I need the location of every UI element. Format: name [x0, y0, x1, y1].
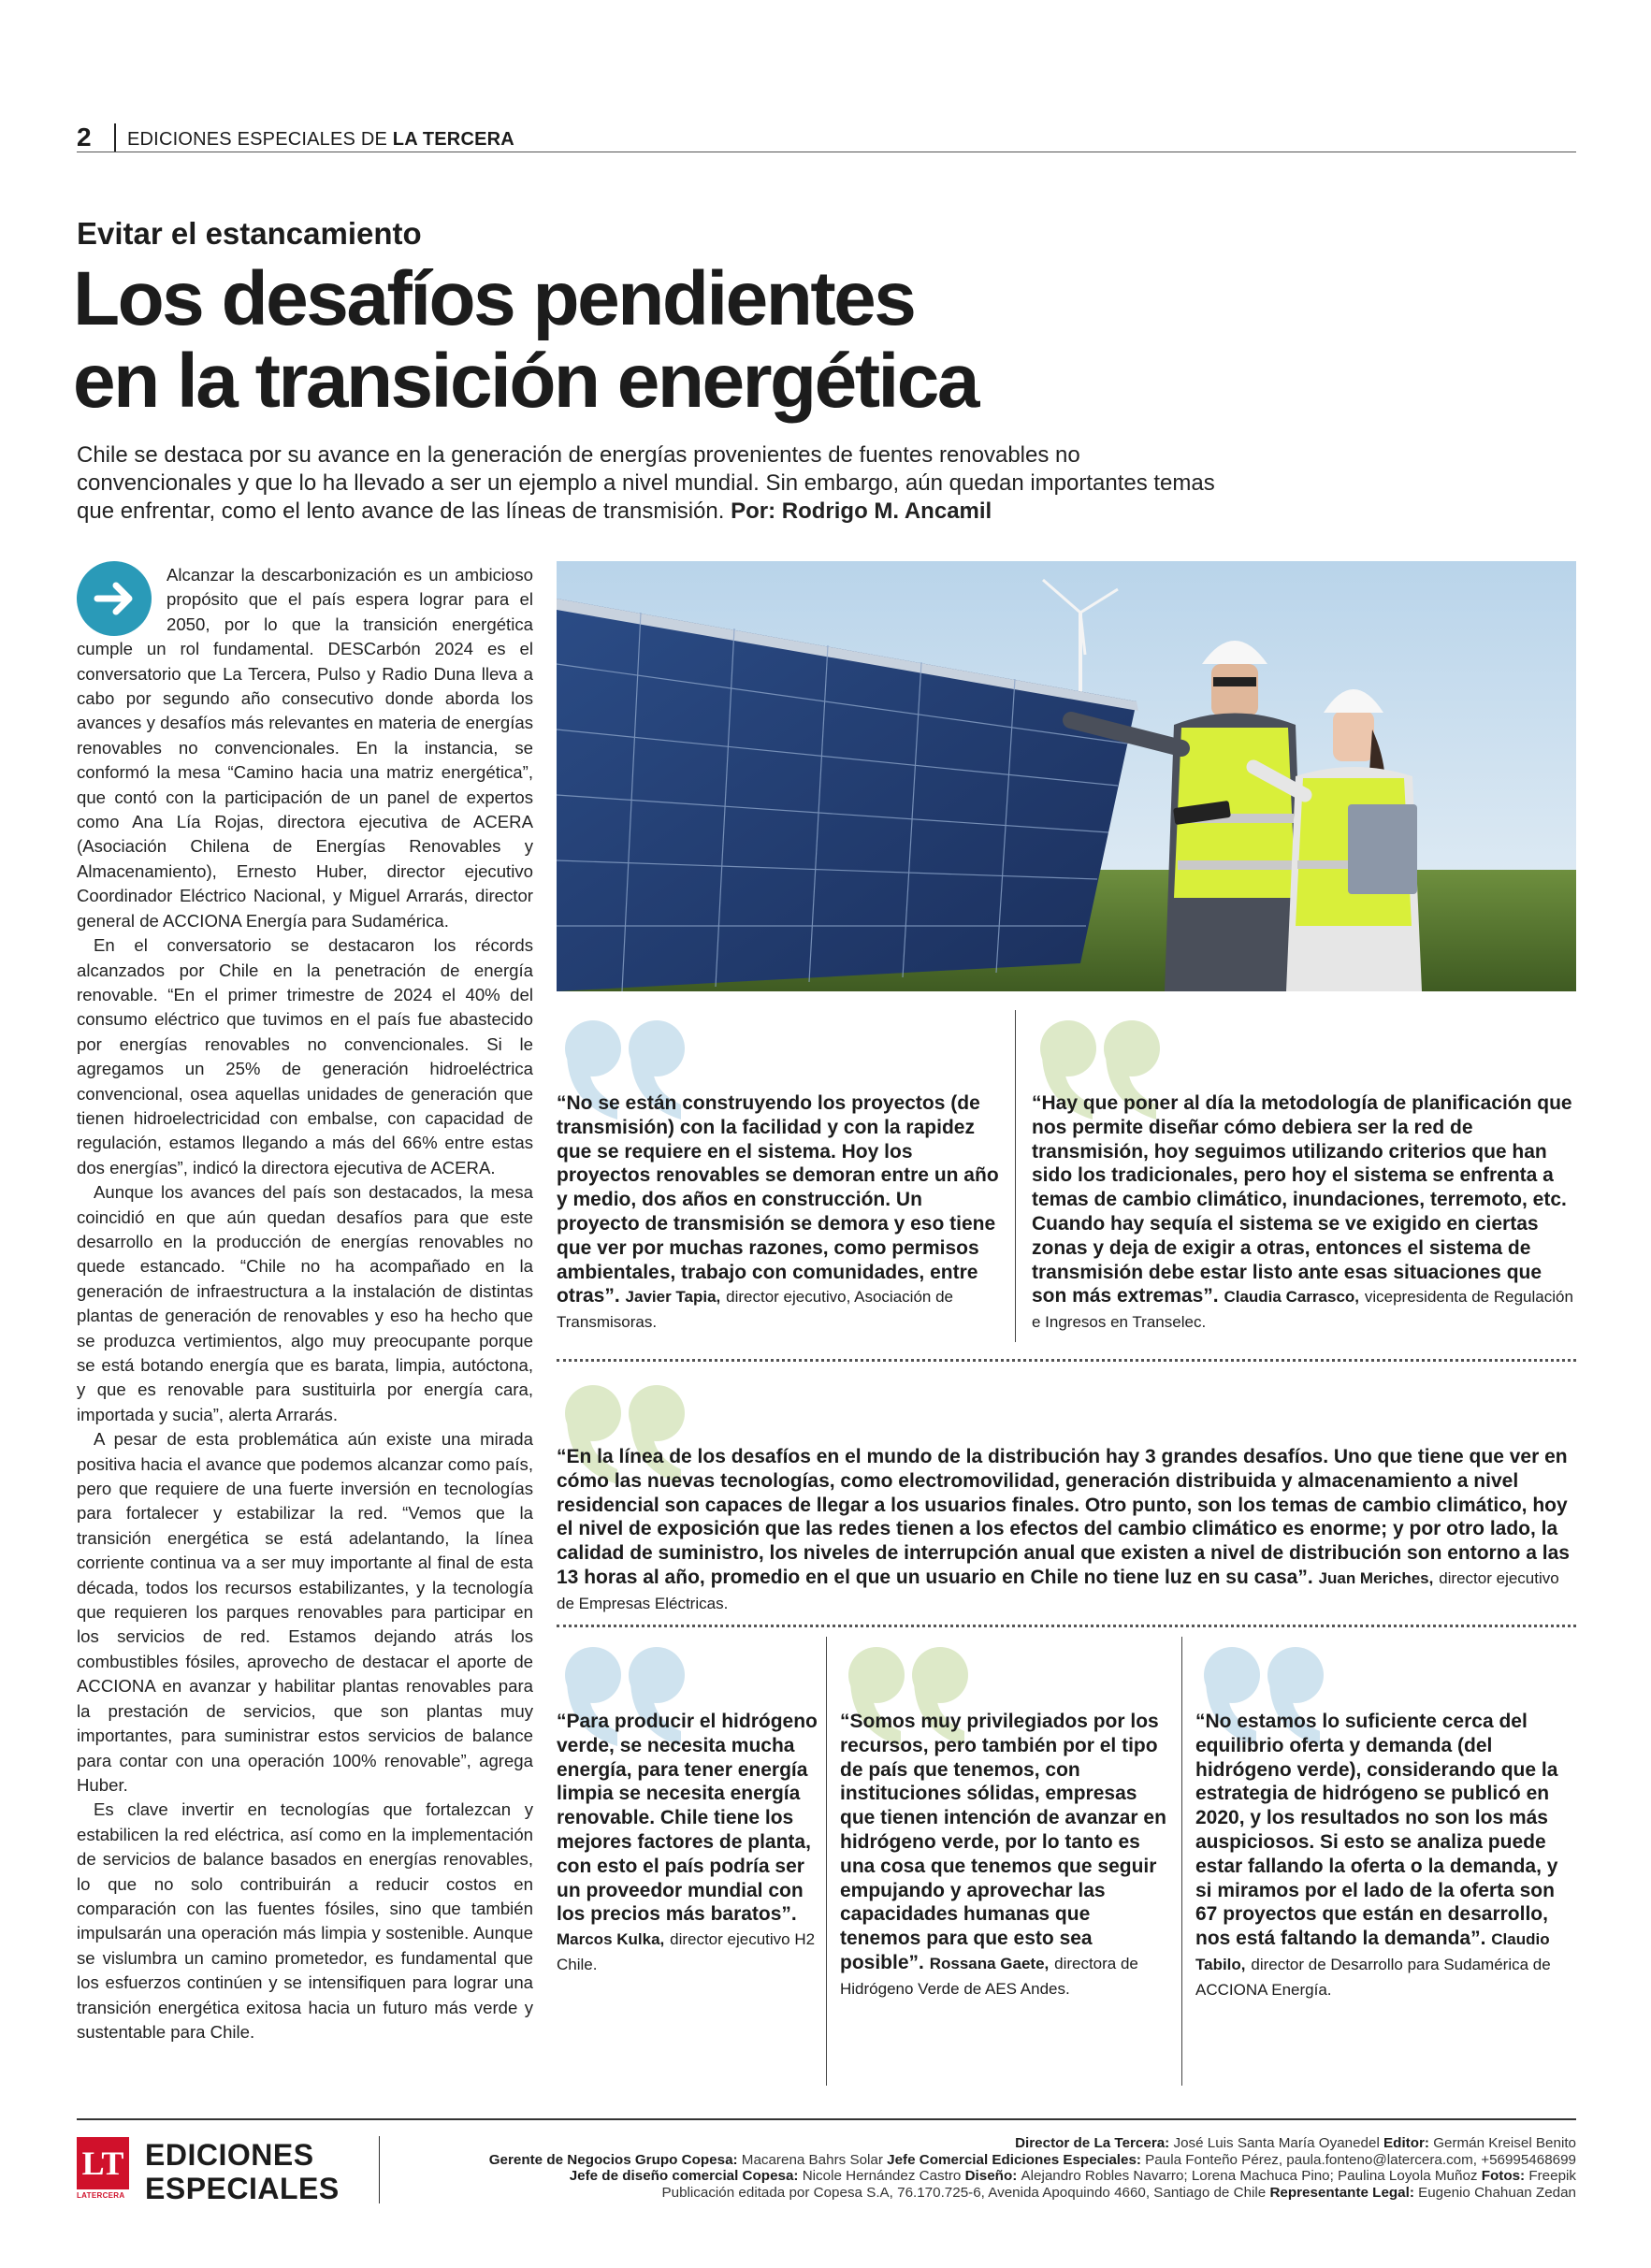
photo-illustration: [557, 561, 1576, 991]
credit-line: [379, 2135, 1576, 2152]
credit-name: Alejandro Robles Navarro; Lorena Machuca Pino; Paulina Loyola Muñoz: [1021, 2168, 1482, 2185]
article-body: [77, 563, 533, 2044]
footer-brand: [145, 2138, 340, 2205]
quote-role: director ejecutivo, Asociación de Transmisoras.: [557, 1288, 953, 1332]
credit-role: Fotos:: [1481, 2168, 1529, 2185]
footer-rule: [77, 2118, 1576, 2120]
credit-role: Director de La Tercera:: [1015, 2135, 1174, 2151]
quote-text: “No se están construyendo los proyectos (de transmisión) con la facilidad y con la rapidez que se requiere en el sistema. Hoy los proyectos renovables se demoran entre un año y medio, dos años en construcción. Un proyecto de transmisión se demora y eso tiene que ver por muchas razones, como permisos ambientales, trabajo con comunidades, entre otras”.: [557, 1092, 999, 1307]
quote-speaker: Javier Tapia,: [625, 1288, 721, 1307]
quote-role: vicepresidenta de Regulación e Ingresos en Transelec.: [1032, 1288, 1573, 1332]
body-paragraph: A pesar de esta problemática aún existe una mirada positiva hacia el avance que podemos alcanzar como país, pero que requiere de una fuerte inversión en tecnologías para fortalecer y estabilizar la red. “Vemos que la transición energética se está adelantando, la línea corriente continua va a ser muy importante al final de esta década, todos los recursos estabilizantes, y la tecnología que requieren los parques renovables para participar en los servicios de red. Estamos dejando atrás los combustibles fósiles, aprovecho de destacar el aporte de ACCIONA en avanzar y habilitar plantas renovables para la prestación de servicios, que son plantas muy importantes, para suministrar estos servicios de balance para contar con una operación 100% renovable”, agrega Huber.: [77, 1429, 533, 1795]
dotted-separator: [557, 1359, 1576, 1362]
quote-speaker: Claudio Tabilo,: [1195, 1930, 1550, 1973]
quote-role: director ejecutivo de Empresas Eléctricas.: [557, 1568, 1559, 1612]
dek-text: Chile se destaca por su avance en la generación de energías provenientes de fuentes renovables no convencionales y que lo ha llevado a ser un ejemplo a nivel mundial. Sin embargo, aún quedan importantes temas que enfrentar, como el lento avance de las líneas de transmisión.: [77, 442, 1215, 524]
quote-text: “No estamos lo suficiente cerca del equilibrio oferta y demanda (del hidrógeno verde), considerando que la estrategia de hidrógeno se publicó en 2020, y los resultados no son los más auspiciosos. Si esto se analiza puede estar fallando la oferta o la demanda, y si miramos por el lado de la oferta son 67 proyectos que están en desarrollo, nos está faltando la demanda”.: [1195, 1711, 1558, 1950]
credit-role: Gerente de Negocios Grupo Copesa:: [488, 2151, 742, 2168]
pull-quote-carrasco: [1032, 1091, 1574, 1335]
column-divider: [1015, 1010, 1016, 1342]
page-number: 2: [77, 123, 92, 152]
credit-name: Macarena Bahrs Solar: [741, 2151, 888, 2168]
body-paragraph: En el conversatorio se destacaron los récords alcanzados por Chile en la penetración de energía renovable. “En el primer trimestre de 2024 el 40% del consumo eléctrico que tuvimos en el país fue abastecido por energías renovables no convencionales. Si le agregamos un 25% de generación hidroeléctrica convencional, osea aquellas unidades de generación que tienen hidroelectricidad con embalse, con capacidad de regulación, estamos llegando a más del 66% entre estas dos energías”, indicó la directora ejecutiva de ACERA.: [77, 935, 533, 1177]
quote-text: “Somos muy privilegiados por los recursos, pero también por el tipo de país que tenemos, con instituciones sólidas, empresas que tienen intención de avanzar en hidrógeno verde, por lo tanto es una cosa que tenemos que seguir empujando y aprovechar las capacidades humanas que tenemos para que esto sea posible”.: [840, 1711, 1166, 1973]
credit-name: Publicación editada por Copesa S.A, 76.170.725-6, Avenida Apoquindo 4660, Santiago de Chile: [661, 2184, 1270, 2201]
body-paragraph: [77, 563, 533, 933]
credits-block: [379, 2135, 1576, 2201]
dotted-separator: [557, 1625, 1576, 1627]
body-paragraph: Es clave invertir en tecnologías que fortalezcan y estabilicen la red eléctrica, así como en la implementación de servicios de balance basados en energías renovables, lo que no solo contribuirán a reducir costos en comparación con las fuentes fósiles, sino que también impulsarán una operación más limpia y sostenible. Aunque se vislumbra un camino prometedor, es fundamental que los esfuerzos continúen y se intensifiquen para lograr una transición energética exitosa hacia un futuro más verde y sustentable para Chile.: [77, 1799, 533, 2042]
headline-line-2: en la transición energética: [73, 339, 978, 424]
credit-line: [379, 2152, 1576, 2169]
headline-line-1: Los desafíos pendientes: [73, 256, 915, 341]
footer-brand-line-1: EDICIONES: [145, 2138, 314, 2172]
quote-speaker: Rossana Gaete,: [929, 1954, 1050, 1972]
column-divider: [826, 1637, 827, 2086]
pull-quote-meriches: [557, 1445, 1576, 1616]
credit-role: Editor:: [1383, 2135, 1434, 2151]
quote-speaker: Claudia Carrasco,: [1224, 1288, 1360, 1307]
quote-text: “En la línea de los desafíos en el mundo de la distribución hay 3 grandes desafíos. Uno que tiene que ver en cómo las nuevas tecnologías, como electromovilidad, generación distribuida y almacenamiento a nivel residencial son capaces de llegar a los usuarios finales. Otro punto, son los temas de cambio climático, hoy el nivel de exposición que las redes tienen a los efectos del cambio climático es enorme; y por otro lado, la calidad de suministro, los niveles de interrupción anual que existen a nivel de distribución son entorno a las 13 horas al año, promedio en el que un usuario en Chile no tiene luz en su casa”.: [557, 1446, 1570, 1588]
header-divider: [114, 123, 116, 152]
kicker: Evitar el estancamiento: [77, 216, 422, 251]
section-brand: LA TERCERA: [392, 129, 514, 150]
credit-name: Nicole Hernández Castro: [802, 2168, 965, 2185]
dek: [77, 441, 1227, 526]
pull-quote-tapia: [557, 1091, 1006, 1335]
credit-name: Eugenio Chahuan Zedan: [1418, 2184, 1576, 2201]
headline: [73, 258, 1383, 423]
section-prefix: EDICIONES ESPECIALES DE: [127, 129, 393, 150]
credit-name: Freepik: [1528, 2168, 1576, 2185]
byline: Por: Rodrigo M. Ancamil: [731, 498, 992, 524]
quote-role: directora de Hidrógeno Verde de AES Andes.: [840, 1954, 1138, 1998]
pull-quote-kulka: [557, 1710, 823, 1977]
la-tercera-logo: LT: [77, 2137, 129, 2189]
pull-quote-gaete: [840, 1710, 1167, 2001]
credit-line: [379, 2185, 1576, 2202]
pull-quote-tabilo: [1195, 1710, 1574, 2002]
credit-role: Jefe de diseño comercial Copesa:: [569, 2168, 803, 2185]
credit-role: Jefe Comercial Ediciones Especiales:: [887, 2151, 1146, 2168]
column-divider: [1181, 1637, 1182, 2086]
credit-name: Germán Kreisel Benito: [1433, 2135, 1576, 2151]
quote-speaker: Juan Meriches,: [1318, 1568, 1434, 1587]
credit-role: Diseño:: [964, 2168, 1021, 2185]
quote-role: director ejecutivo H2 Chile.: [557, 1930, 816, 1973]
footer-brand-line-2: ESPECIALES: [145, 2172, 340, 2205]
credit-line: [379, 2168, 1576, 2185]
badge-spacer: [77, 563, 167, 636]
quote-speaker: Marcos Kulka,: [557, 1930, 665, 1949]
body-paragraph-text: Alcanzar la descarbonización es un ambicioso propósito que el país espera lograr para el 2050, por lo que la transición energética cumple un rol fundamental. DESCarbón 2024 es el conversatorio que La Tercera, Pulso y Radio Duna lleva a cabo por segundo año consecutivo donde aborda los avances y desafíos más relevantes en materia de energías renovables no convencionales. En la instancia, se conformó la mesa “Camino hacia una matriz energética”, que contó con la participación de un panel de expertos como Ana Lía Rojas, directora ejecutiva de ACERA (Asociación Chilena de Energías Renovables y Almacenamiento), Ernesto Huber, director ejecutivo Coordinador Eléctrico Nacional, y Miguel Arrarás, director general de ACCIONA Energía para Sudamérica.: [77, 565, 533, 931]
la-tercera-wordmark: LATERCERA: [77, 2191, 125, 2200]
solar-engineers-photo: [557, 561, 1576, 991]
credit-role: Representante Legal:: [1269, 2184, 1419, 2201]
quote-role: director de Desarrollo para Sudamérica de ACCIONA Energía.: [1195, 1955, 1551, 1999]
quote-text: “Hay que poner al día la metodología de planificación que nos permite diseñar cómo debiera ser la red de transmisión, hoy seguimos utilizando criterios que han sido los tradicionales, pero hoy el sistema se enfrenta a temas de cambio climático, inundaciones, terremoto, etc. Cuando hay sequía el sistema se ve exigido en ciertas zonas y deja de exigir a otras, entonces el sistema de transmisión debe estar listo ante esas situaciones que son más extremas”.: [1032, 1092, 1572, 1307]
quote-text: “Para producir el hidrógeno verde, se necesita mucha energía, para tener energía limpia se necesita energía renovable. Chile tiene los mejores factores de planta, con esto el país podría ser un proveedor mundial con los precios más baratos”.: [557, 1711, 818, 1926]
credit-name: Paula Fonteño Pérez, paula.fonteno@latercera.com, +56995468699: [1145, 2151, 1576, 2168]
section-label: [127, 129, 514, 150]
credit-name: José Luis Santa María Oyanedel: [1173, 2135, 1384, 2151]
body-paragraph: Aunque los avances del país son destacados, la mesa coincidió en que aún quedan desafíos para que este desarrollo en la producción de energías renovables no quede estancado. “Chile no ha acompañado en la generación de infraestructura a la instalación de distintas plantas de generación de renovables y eso ha hecho que se produzca vertimientos, algo muy preocupante porque se está botando energía que es barata, limpia, autóctona, y que es renovable para sustituirla por energía cara, importada y sucia”, alerta Arrarás.: [77, 1182, 533, 1424]
